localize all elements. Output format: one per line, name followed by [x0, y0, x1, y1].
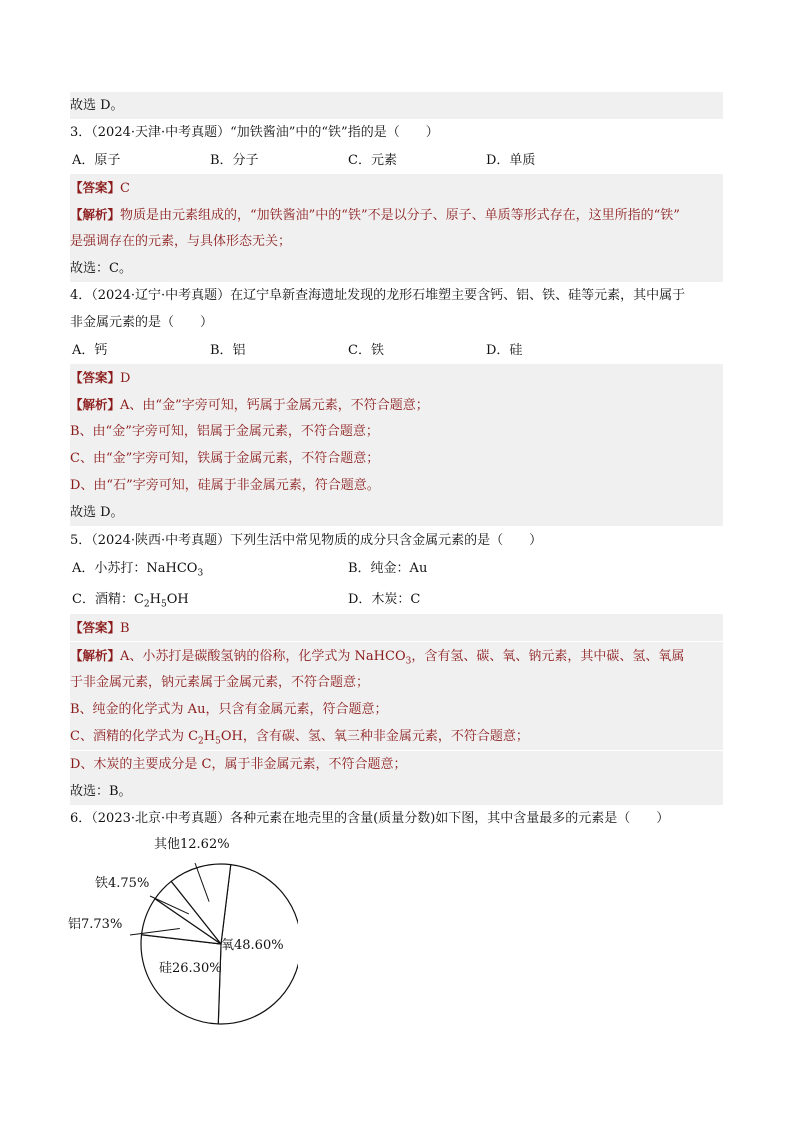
q3-analysis-line-1: 【解析】物质是由元素组成的，“加铁酱油”中的“铁”不是以分子、原子、单质等形式存在，这里所指的“铁” — [70, 201, 723, 228]
q5-conclusion: 故选：B。 — [70, 778, 723, 805]
crust-element-pie-chart — [68, 832, 298, 1032]
q4-analysis-line-2: B、由“金”字旁可知，铝属于金属元素，不符合题意； — [70, 418, 723, 445]
q3-options — [70, 147, 723, 174]
q4-analysis-line-4: D、由“石”字旁可知，硅属于非金属元素，符合题意。 — [70, 472, 723, 499]
q5-option-b: B．纯金：Au — [348, 561, 428, 576]
q5-analysis-line-3: B、纯金的化学式为 Au，只含有金属元素，符合题意； — [70, 696, 723, 723]
q5-options-row-2 — [70, 586, 723, 613]
q3-analysis-line-2: 是强调存在的元素，与具体形态无关； — [70, 228, 723, 255]
q4-analysis-line-1: 【解析】A、由“金”字旁可知，钙属于金属元素，不符合题意； — [70, 391, 723, 418]
q3-option-b: B．分子 — [210, 153, 259, 168]
q5-stem: 5．（2024·陕西·中考真题）下列生活中常见物质的成分只含金属元素的是（ ） — [70, 533, 543, 548]
q5-option-c: C．酒精：$C_2H_5OH$ — [72, 592, 189, 610]
slice-silicon-label: 硅26.30% — [159, 961, 222, 976]
q4-answer: 【答案】D — [70, 364, 723, 391]
q4-stem-line-1: 4．（2024·辽宁·中考真题）在辽宁阜新查海遗址发现的龙形石堆塑主要含钙、铝、铁、硅等元素，其中属于 — [70, 288, 686, 303]
q5-options-row-1 — [70, 555, 723, 582]
q3-option-a: A．原子 — [72, 153, 121, 168]
q5-analysis-line-2: 于非金属元素，钠元素属于金属元素，不符合题意； — [70, 669, 723, 696]
q4-option-d: D．硅 — [486, 343, 523, 358]
q6-stem: 6．（2023·北京·中考真题）各种元素在地壳里的含量(质量分数)如下图，其中含量最多的元素是（ ） — [70, 811, 670, 826]
q5-analysis-line-1: 【解析】A、小苏打是碳酸氢钠的俗称，化学式为 NaHCO$_3$，含有氢、碳、氧、钠元素，其中碳、氢、氧属 — [70, 642, 723, 669]
q4-option-b: B．铝 — [210, 343, 246, 358]
q4-stem-line-2: 非金属元素的是（ ） — [70, 315, 214, 330]
q3-answer: 【答案】C — [70, 174, 723, 201]
q4-conclusion: 故选 D。 — [70, 499, 723, 526]
q4-options — [70, 337, 723, 364]
q5-option-d: D．木炭：C — [348, 592, 421, 607]
slice-iron-label: 铁4.75% — [95, 876, 150, 891]
q3-option-d: D．单质 — [486, 153, 536, 168]
slice-other-label: 其他12.62% — [154, 837, 230, 852]
q3-option-c: C．元素 — [348, 153, 397, 168]
q2-conclusion: 故选 D。 — [70, 92, 723, 119]
q5-analysis-line-5: D、木炭的主要成分是 C，属于非金属元素，不符合题意； — [70, 751, 723, 778]
q5-option-a: A．小苏打：NaHCO$_3$ — [72, 561, 204, 579]
q5-answer: 【答案】B — [70, 614, 723, 641]
slice-aluminum-label: 铝7.73% — [68, 917, 123, 932]
q3-stem: 3．（2024·天津·中考真题）“加铁酱油”中的“铁”指的是（ ） — [70, 125, 439, 140]
slice-oxygen-label: 氧48.60% — [221, 938, 284, 953]
q4-option-a: A．钙 — [72, 343, 108, 358]
q5-analysis-line-4: C、酒精的化学式为 $C_2H_5OH$，含有碳、氢、氧三种非金属元素，不符合题意； — [70, 723, 723, 750]
slice-silicon — [141, 935, 221, 1024]
q4-option-c: C．铁 — [348, 343, 384, 358]
q3-conclusion: 故选：C。 — [70, 255, 723, 282]
q4-analysis-line-3: C、由“金”字旁可知，铁属于金属元素，不符合题意； — [70, 445, 723, 472]
